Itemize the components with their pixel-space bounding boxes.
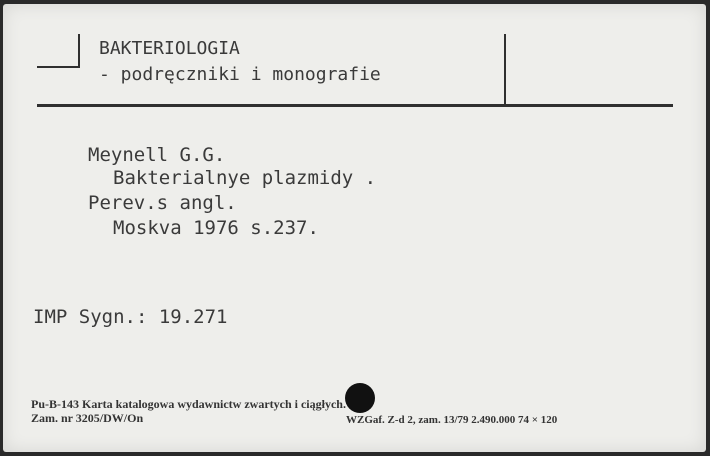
header-bottom-rule [37,104,673,107]
header-corner-line [37,66,78,68]
entry-author: Meynell G.G. [88,144,226,166]
entry-imprint: Moskva 1976 s.237. [113,217,319,239]
header-left-divider [78,34,80,68]
call-number: IMP Sygn.: 19.271 [33,306,228,328]
footer-form-line: Pu-B-143 Karta katalogowa wydawnictw zwartych i ciągłych. [31,397,346,411]
footer-order-line: Zam. nr 3205/DW/On [31,411,144,425]
entry-translation: Perev.s angl. [88,192,237,214]
entry-title: Bakterialnye plazmidy . [113,167,377,189]
footer-printer-line: WZGaf. Z-d 2, zam. 13/79 2.490.000 74 × 120 [346,414,558,426]
catalog-card [3,4,706,452]
header-right-divider [504,34,506,106]
subject-subheading: - podręczniki i monografie [99,64,381,85]
punch-hole [345,383,375,413]
subject-heading: BAKTERIOLOGIA [99,38,240,59]
